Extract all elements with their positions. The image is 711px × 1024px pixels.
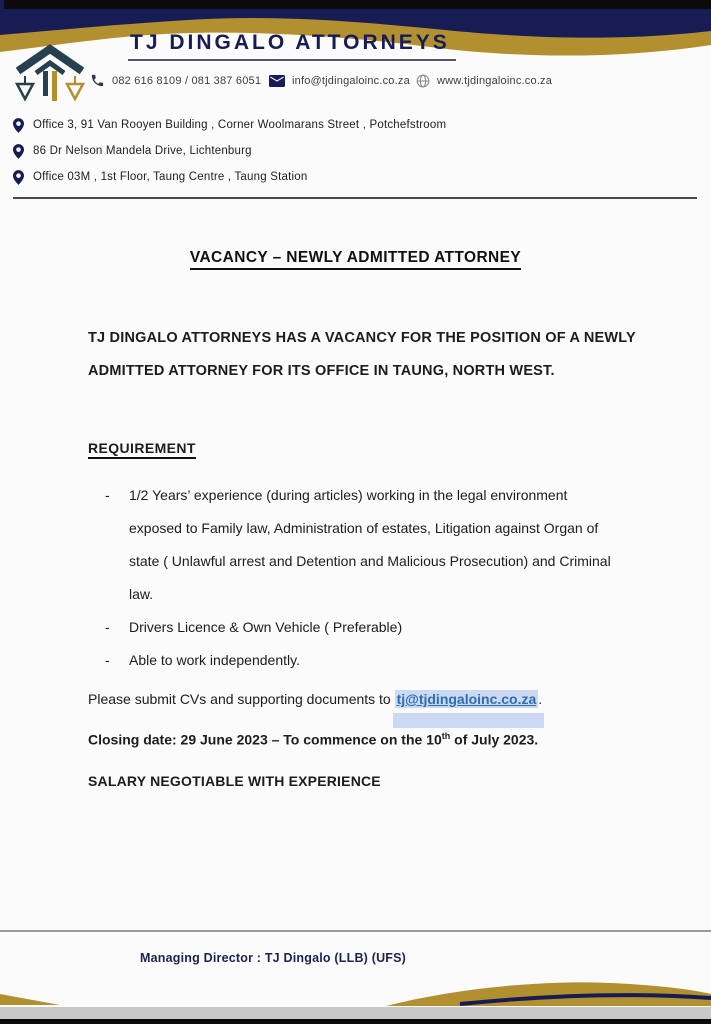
top-black-bar (4, 0, 711, 9)
list-item (105, 611, 645, 644)
list-item-text: exposed to Family law, Administration of estates, Litigation against Organ of (129, 520, 599, 536)
closing-date-text: of July 2023. (450, 731, 539, 748)
list-item (105, 479, 645, 512)
contact-row (0, 72, 711, 94)
map-pin-icon (13, 118, 24, 133)
intro-line: ADMITTED ATTORNEY FOR ITS OFFICE IN TAUNG, NORTH WEST. (88, 363, 555, 379)
submit-paragraph (88, 688, 648, 710)
address-row (13, 143, 653, 169)
bullet-indent (105, 578, 129, 611)
requirement-list (105, 479, 645, 677)
brand-title: TJ DINGALO ATTORNEYS (128, 31, 456, 61)
submit-suffix: . (538, 691, 543, 707)
map-pin-icon (13, 144, 24, 159)
list-item-continuation (105, 578, 645, 611)
bottom-black-bar (0, 1019, 711, 1024)
intro-paragraph (88, 322, 648, 388)
map-pin-icon (13, 170, 24, 185)
email-address: info@tjdingaloinc.co.za (292, 75, 410, 87)
list-item-text: 1/2 Years’ experience (during articles) working in the legal environment (129, 487, 568, 503)
closing-date-line (88, 731, 668, 748)
bullet-dash: - (105, 652, 110, 668)
address-text: Office 3, 91 Van Rooyen Building , Corner Woolmarans Street , Potchefstroom (33, 119, 447, 131)
email-link[interactable]: tj@tjdingaloinc.co.za (396, 691, 537, 707)
list-item-continuation (105, 512, 645, 545)
phone-number: 082 616 8109 / 081 387 6051 (112, 75, 262, 87)
closing-date-text: Closing date: 29 June 2023 – To commence on the 10 (88, 731, 442, 748)
email-icon (269, 75, 285, 87)
intro-line: TJ DINGALO ATTORNEYS HAS A VACANCY FOR THE POSITION OF A NEWLY (88, 330, 636, 346)
requirement-heading (88, 440, 196, 458)
list-item-text: law. (129, 586, 154, 602)
managing-director-line: Managing Director : TJ Dingalo (LLB) (UFS) (140, 951, 407, 965)
address-text: Office 03M , 1st Floor, Taung Centre , Taung Station (33, 171, 308, 183)
requirement-heading-text: REQUIREMENT (88, 440, 196, 459)
header-divider (13, 197, 697, 199)
bullet-indent (105, 545, 129, 578)
footer-wave-decoration (0, 975, 711, 1007)
bullet-dash: - (105, 619, 110, 635)
website-url: www.tjdingaloinc.co.za (437, 75, 553, 87)
list-item (105, 644, 645, 677)
globe-icon (416, 74, 430, 88)
list-item-text: Able to work independently. (129, 652, 300, 668)
submit-prefix: Please submit CVs and supporting documents to (88, 691, 395, 707)
ordinal-superscript: th (441, 731, 451, 741)
address-list (13, 117, 653, 195)
vacancy-title-text: VACANCY – NEWLY ADMITTED ATTORNEY (190, 249, 521, 270)
address-row (13, 169, 653, 195)
phone-icon (90, 73, 105, 88)
address-row (13, 117, 653, 143)
address-text: 86 Dr Nelson Mandela Drive, Lichtenburg (33, 145, 252, 157)
list-item-continuation (105, 545, 645, 578)
salary-line: SALARY NEGOTIABLE WITH EXPERIENCE (88, 773, 381, 789)
selection-highlight-block (393, 713, 544, 728)
bullet-dash: - (105, 487, 110, 503)
bottom-gray-strip (0, 1007, 711, 1019)
list-item-text: Drivers Licence & Own Vehicle ( Preferable) (129, 619, 403, 635)
bullet-indent (105, 512, 129, 545)
footer-divider (0, 930, 711, 932)
vacancy-title (0, 249, 711, 267)
list-item-text: state ( Unlawful arrest and Detention and Malicious Prosecution) and Criminal (129, 553, 611, 569)
